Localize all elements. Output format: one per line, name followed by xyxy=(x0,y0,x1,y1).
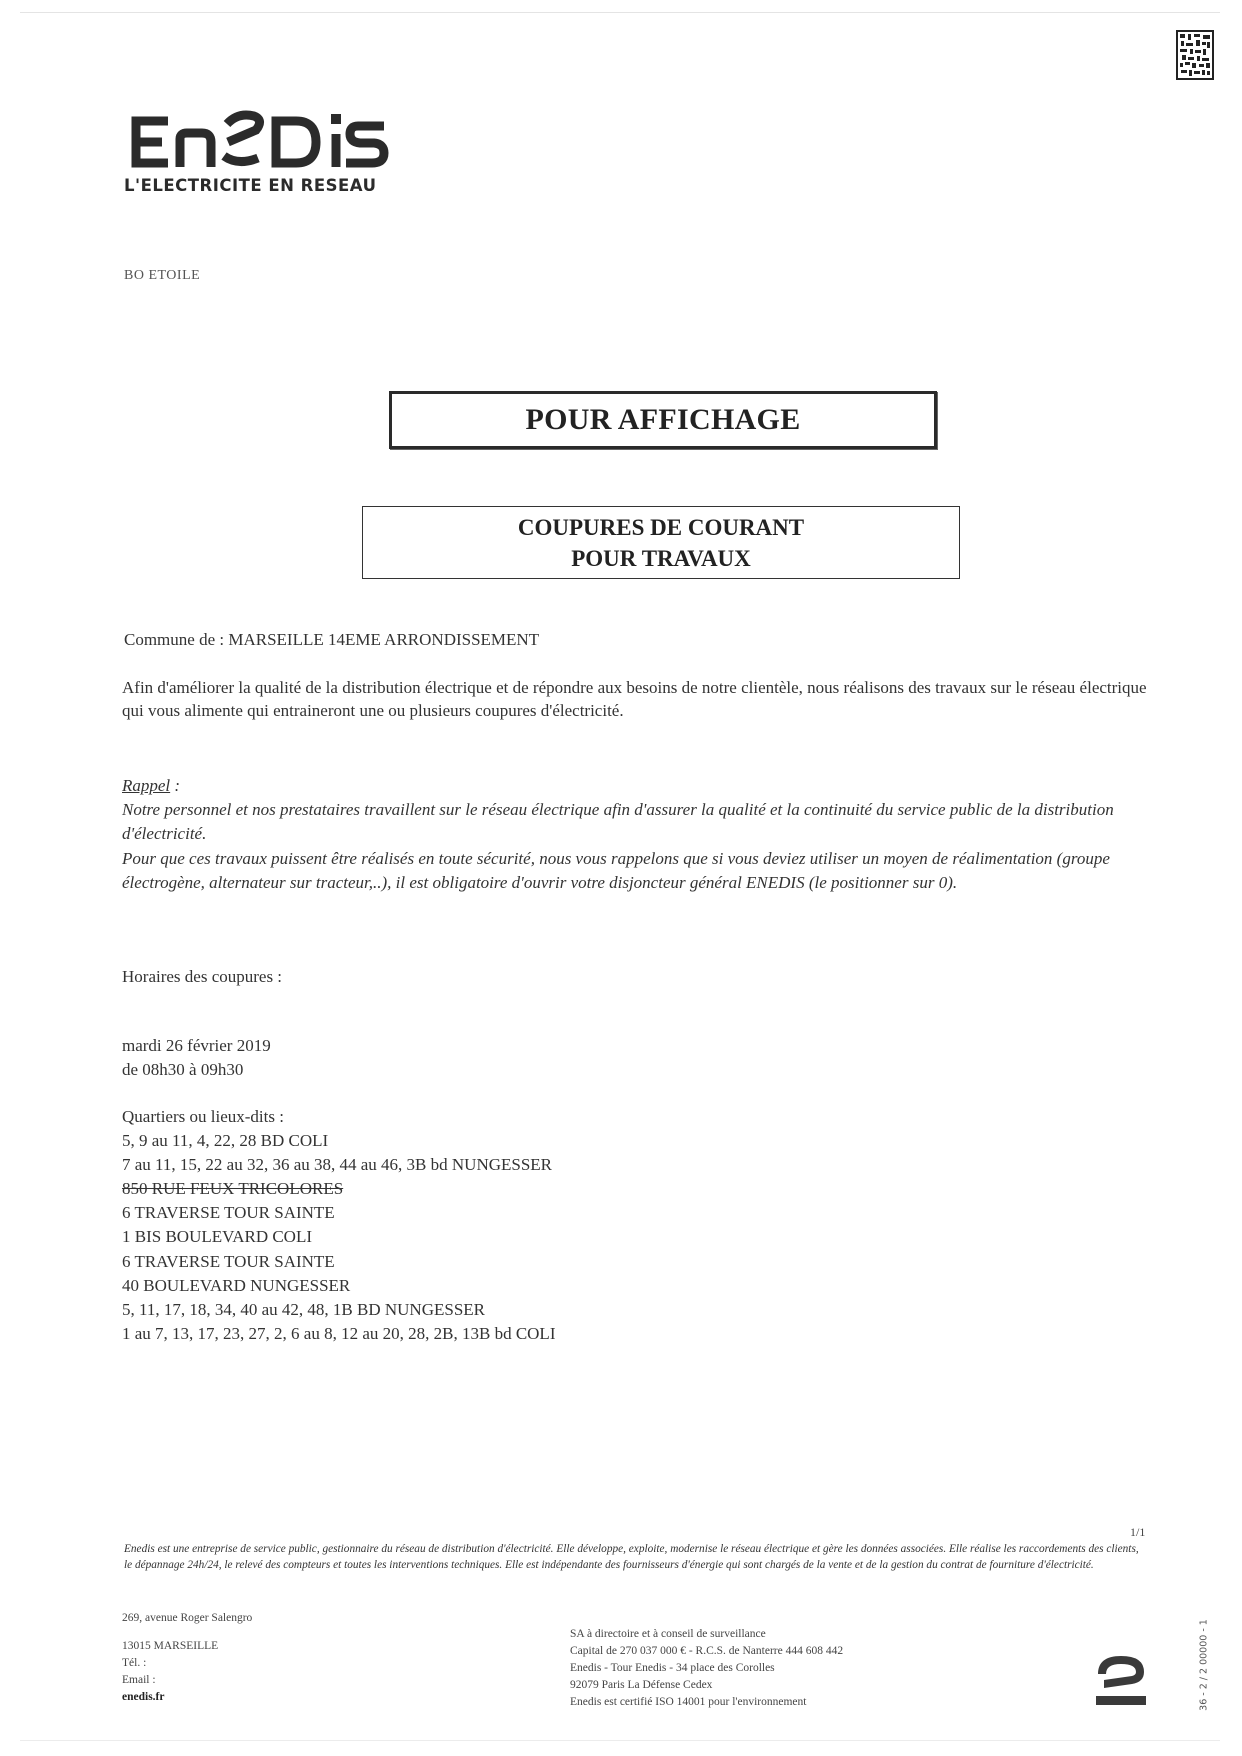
list-item: 7 au 11, 15, 22 au 32, 36 au 38, 44 au 46, 3B bd NUNGESSER xyxy=(122,1155,553,1175)
list-item-struck: 850 RUE FEUX TRICOLORES xyxy=(122,1179,344,1199)
scan-bottom-line xyxy=(20,1740,1220,1741)
footer-address xyxy=(122,1610,252,1706)
company-line: 92079 Paris La Défense Cedex xyxy=(570,1679,713,1691)
list-item: 1 au 7, 13, 17, 23, 27, 2, 6 au 8, 12 au 20, 28, 2B, 13B bd COLI xyxy=(122,1323,556,1343)
schedule-block xyxy=(122,1034,271,1082)
rappel-title: Rappel xyxy=(122,776,171,795)
subtitle-box xyxy=(362,506,960,579)
outage-date: mardi 26 février 2019 xyxy=(122,1036,271,1055)
footer-disclaimer: Enedis est une entreprise de service public, gestionnaire du réseau de distribution d'électricité. Elle développe, exploite, modernise le réseau électrique et gère les données associées. Elle réalise les raccordements des clients, le dépannage 24h/24, le relevé des compteurs et toutes les interventions techniques. Elle est indépendante des fournisseurs d'énergie qui sont chargés de la vente et de la gestion du contrat de fourniture d'électricité. xyxy=(124,1543,1139,1571)
subtitle-line-1: COUPURES DE COURANT xyxy=(517,514,805,540)
rappel-paragraph-2: Pour que ces travaux puissent être réalisés en toute sécurité, nous vous rappelons que si vous deviez utiliser un moyen de réalimentation (groupe électrogène, alternateur sur tracteur,..), il est obligatoire d'ouvrir votre disjoncteur général ENEDIS (le positionner sur 0). xyxy=(122,848,1110,892)
company-line: SA à directoire et à conseil de surveillance xyxy=(570,1628,766,1640)
address-tel: Tél. : xyxy=(122,1657,147,1669)
page-number: 1/1 xyxy=(1130,1525,1146,1539)
outage-time: de 08h30 à 09h30 xyxy=(122,1060,244,1079)
page-title: POUR AFFICHAGE xyxy=(525,403,801,436)
company-line: Enedis est certifié ISO 14001 pour l'environnement xyxy=(570,1696,807,1708)
website-link[interactable]: enedis.fr xyxy=(122,1691,165,1703)
company-info xyxy=(570,1626,843,1711)
enedis-small-logo xyxy=(1092,1648,1150,1714)
reference-code: 36 - 2 / 2 00000 - 1 xyxy=(1198,1619,1210,1711)
company-line: Enedis - Tour Enedis - 34 place des Corolles xyxy=(570,1662,775,1674)
rappel-section xyxy=(122,774,1162,895)
list-item: 40 BOULEVARD NUNGESSER xyxy=(122,1275,351,1295)
enedis-logo xyxy=(124,108,392,170)
list-item: 6 TRAVERSE TOUR SAINTE xyxy=(122,1251,335,1271)
list-item: 5, 11, 17, 18, 34, 40 au 42, 48, 1B BD NUNGESSER xyxy=(122,1299,485,1319)
scan-top-line xyxy=(20,12,1220,13)
logo-tagline: L'ELECTRICITE EN RESEAU xyxy=(124,176,377,195)
company-line: Capital de 270 037 000 € - R.C.S. de Nanterre 444 608 442 xyxy=(570,1645,844,1657)
list-item: 6 TRAVERSE TOUR SAINTE xyxy=(122,1203,335,1223)
subtitle-line-2: POUR TRAVAUX xyxy=(571,545,751,571)
address-email: Email : xyxy=(122,1674,156,1686)
agency-label: BO ETOILE xyxy=(124,268,201,283)
rappel-paragraph-1: Notre personnel et nos prestataires travaillent sur le réseau électrique afin d'assurer la qualité et la continuité du service public de la distribution d'électricité. xyxy=(122,800,1114,844)
commune-line: Commune de : MARSEILLE 14EME ARRONDISSEMENT xyxy=(124,630,540,649)
list-item: 1 BIS BOULEVARD COLI xyxy=(122,1227,313,1247)
horaires-label: Horaires des coupures : xyxy=(122,967,283,986)
quartiers-block xyxy=(122,1105,555,1346)
document-reference xyxy=(1196,1600,1212,1730)
intro-paragraph: Afin d'améliorer la qualité de la distribution électrique et de répondre aux besoins de notre clientèle, nous réalisons des travaux sur le réseau électrique qui vous alimente qui entraineront une ou plusieurs coupures d'électricité. xyxy=(122,678,1147,720)
rappel-colon: : xyxy=(170,776,181,795)
title-box xyxy=(389,391,937,449)
qr-code-icon xyxy=(1176,30,1214,80)
address-street: 269, avenue Roger Salengro xyxy=(122,1612,253,1624)
address-city: 13015 MARSEILLE xyxy=(122,1640,219,1652)
list-item: 5, 9 au 11, 4, 22, 28 BD COLI xyxy=(122,1131,329,1151)
rappel-heading xyxy=(122,774,1162,798)
quartiers-label: Quartiers ou lieux-dits : xyxy=(122,1107,284,1126)
